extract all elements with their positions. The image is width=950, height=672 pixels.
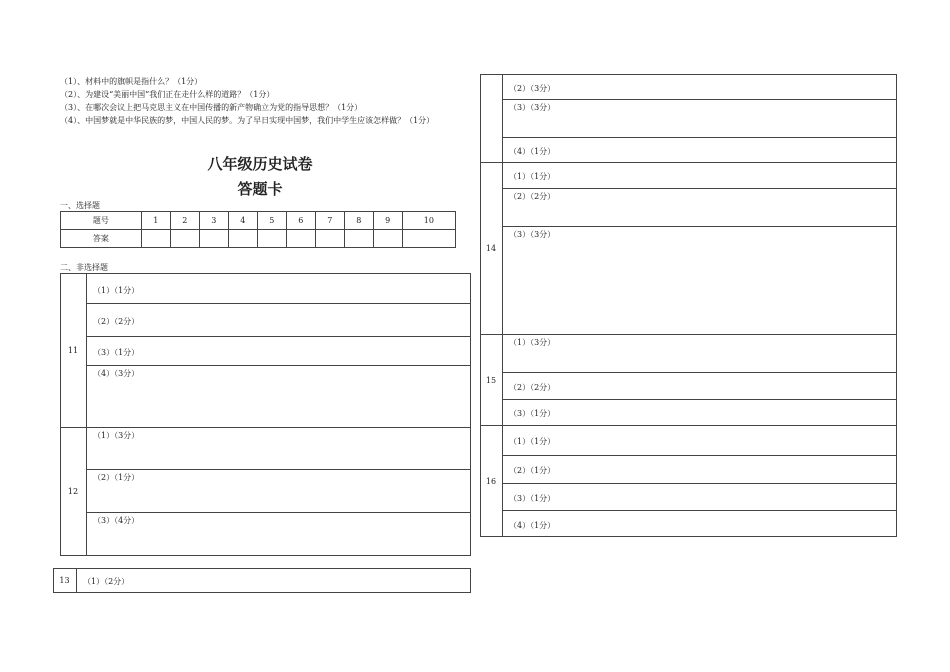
q12-part-3-label: （3）（4分）: [93, 516, 140, 525]
material-question-1: （1）、材料中的旗帜是指什么？（1分）: [60, 77, 203, 86]
answer-cell[interactable]: [257, 230, 286, 248]
material-question-4: （4）、中国梦就是中华民族的梦，中国人民的梦。为了早日实现中国梦，我们中学生应该怎样做？（1分）: [60, 116, 435, 125]
q13-part-2-label: （2）（3分）: [509, 84, 556, 93]
divider: [86, 365, 471, 366]
q11-part-1-label: （1）（1分）: [93, 286, 140, 295]
multiple-choice-table: [60, 211, 456, 248]
divider: [502, 137, 897, 138]
question-number-13: 13: [59, 576, 70, 585]
question-number-cell: 6: [286, 212, 315, 230]
q13-part-1-label: （1）（2分）: [83, 577, 130, 586]
divider: [502, 455, 897, 456]
q14-part-3-label: （3）（3分）: [509, 230, 556, 239]
divider: [86, 469, 471, 470]
question-number-cell: 8: [344, 212, 373, 230]
answer-cell[interactable]: [373, 230, 402, 248]
question-number-12: 12: [67, 487, 79, 496]
q15-part-3-label: （3）（1分）: [509, 409, 556, 418]
section-non-choice-label: 二、非选择题: [60, 263, 108, 272]
q16-part-1-label: （1）（1分）: [509, 437, 556, 446]
number-column-divider: [502, 74, 503, 537]
answer-cell[interactable]: [170, 230, 199, 248]
question-number-row: [61, 212, 456, 230]
question-number-header: 题号: [61, 212, 142, 230]
divider: [86, 303, 471, 304]
divider: [502, 226, 897, 227]
material-question-3: （3）、在哪次会议上把马克思主义在中国传播的新产物确立为党的指导思想？（1分）: [60, 103, 363, 112]
answer-cell[interactable]: [141, 230, 170, 248]
q16-part-3-label: （3）（1分）: [509, 494, 556, 503]
q11-part-3-label: （3）（1分）: [93, 348, 140, 357]
q13-part-4-label: （4）（1分）: [509, 147, 556, 156]
divider: [502, 483, 897, 484]
answer-cell[interactable]: [199, 230, 228, 248]
question-number-cell: 7: [315, 212, 344, 230]
number-column-divider: [86, 273, 87, 556]
q12-part-2-label: （2）（1分）: [93, 473, 140, 482]
answer-cell[interactable]: [228, 230, 257, 248]
answer-cell[interactable]: [344, 230, 373, 248]
divider: [86, 336, 471, 337]
answer-header: 答案: [61, 230, 142, 248]
answer-row: [61, 230, 456, 248]
question-number-15: 15: [485, 376, 497, 385]
answer-card-title: 答题卡: [237, 180, 283, 198]
divider: [480, 334, 897, 335]
q15-part-1-label: （1）（3分）: [509, 338, 556, 347]
question-number-cell: 5: [257, 212, 286, 230]
q16-part-4-label: （4）（1分）: [509, 521, 556, 530]
q11-part-4-label: （4）（3分）: [93, 369, 140, 378]
number-column-divider: [76, 568, 77, 593]
question-number-cell: 1: [141, 212, 170, 230]
section-multiple-choice-label: 一、选择题: [60, 201, 100, 210]
divider: [502, 399, 897, 400]
answer-cell[interactable]: [402, 230, 455, 248]
q14-part-2-label: （2）（2分）: [509, 192, 556, 201]
question-number-16: 16: [485, 477, 497, 486]
q11-part-2-label: （2）（2分）: [93, 317, 140, 326]
exam-title: 八年级历史试卷: [207, 155, 313, 173]
question-number-cell: 3: [199, 212, 228, 230]
divider: [502, 510, 897, 511]
divider: [502, 188, 897, 189]
q16-part-2-label: （2）（1分）: [509, 466, 556, 475]
question-number-14: 14: [485, 244, 497, 253]
q14-part-1-label: （1）（1分）: [509, 172, 556, 181]
answer-cell[interactable]: [315, 230, 344, 248]
divider: [502, 372, 897, 373]
answer-cell[interactable]: [286, 230, 315, 248]
question-number-cell: 10: [402, 212, 455, 230]
question-number-cell: 2: [170, 212, 199, 230]
question-number-cell: 9: [373, 212, 402, 230]
material-question-2: （2）、为建设“美丽中国”我们正在走什么样的道路？（1分）: [60, 90, 275, 99]
q12-part-1-label: （1）（3分）: [93, 431, 140, 440]
q13-part-3-label: （3）（3分）: [509, 103, 556, 112]
question-number-cell: 4: [228, 212, 257, 230]
divider: [60, 427, 471, 428]
question-number-11: 11: [67, 346, 79, 355]
divider: [502, 99, 897, 100]
divider: [480, 162, 897, 163]
divider: [86, 512, 471, 513]
divider: [480, 425, 897, 426]
q15-part-2-label: （2）（2分）: [509, 383, 556, 392]
